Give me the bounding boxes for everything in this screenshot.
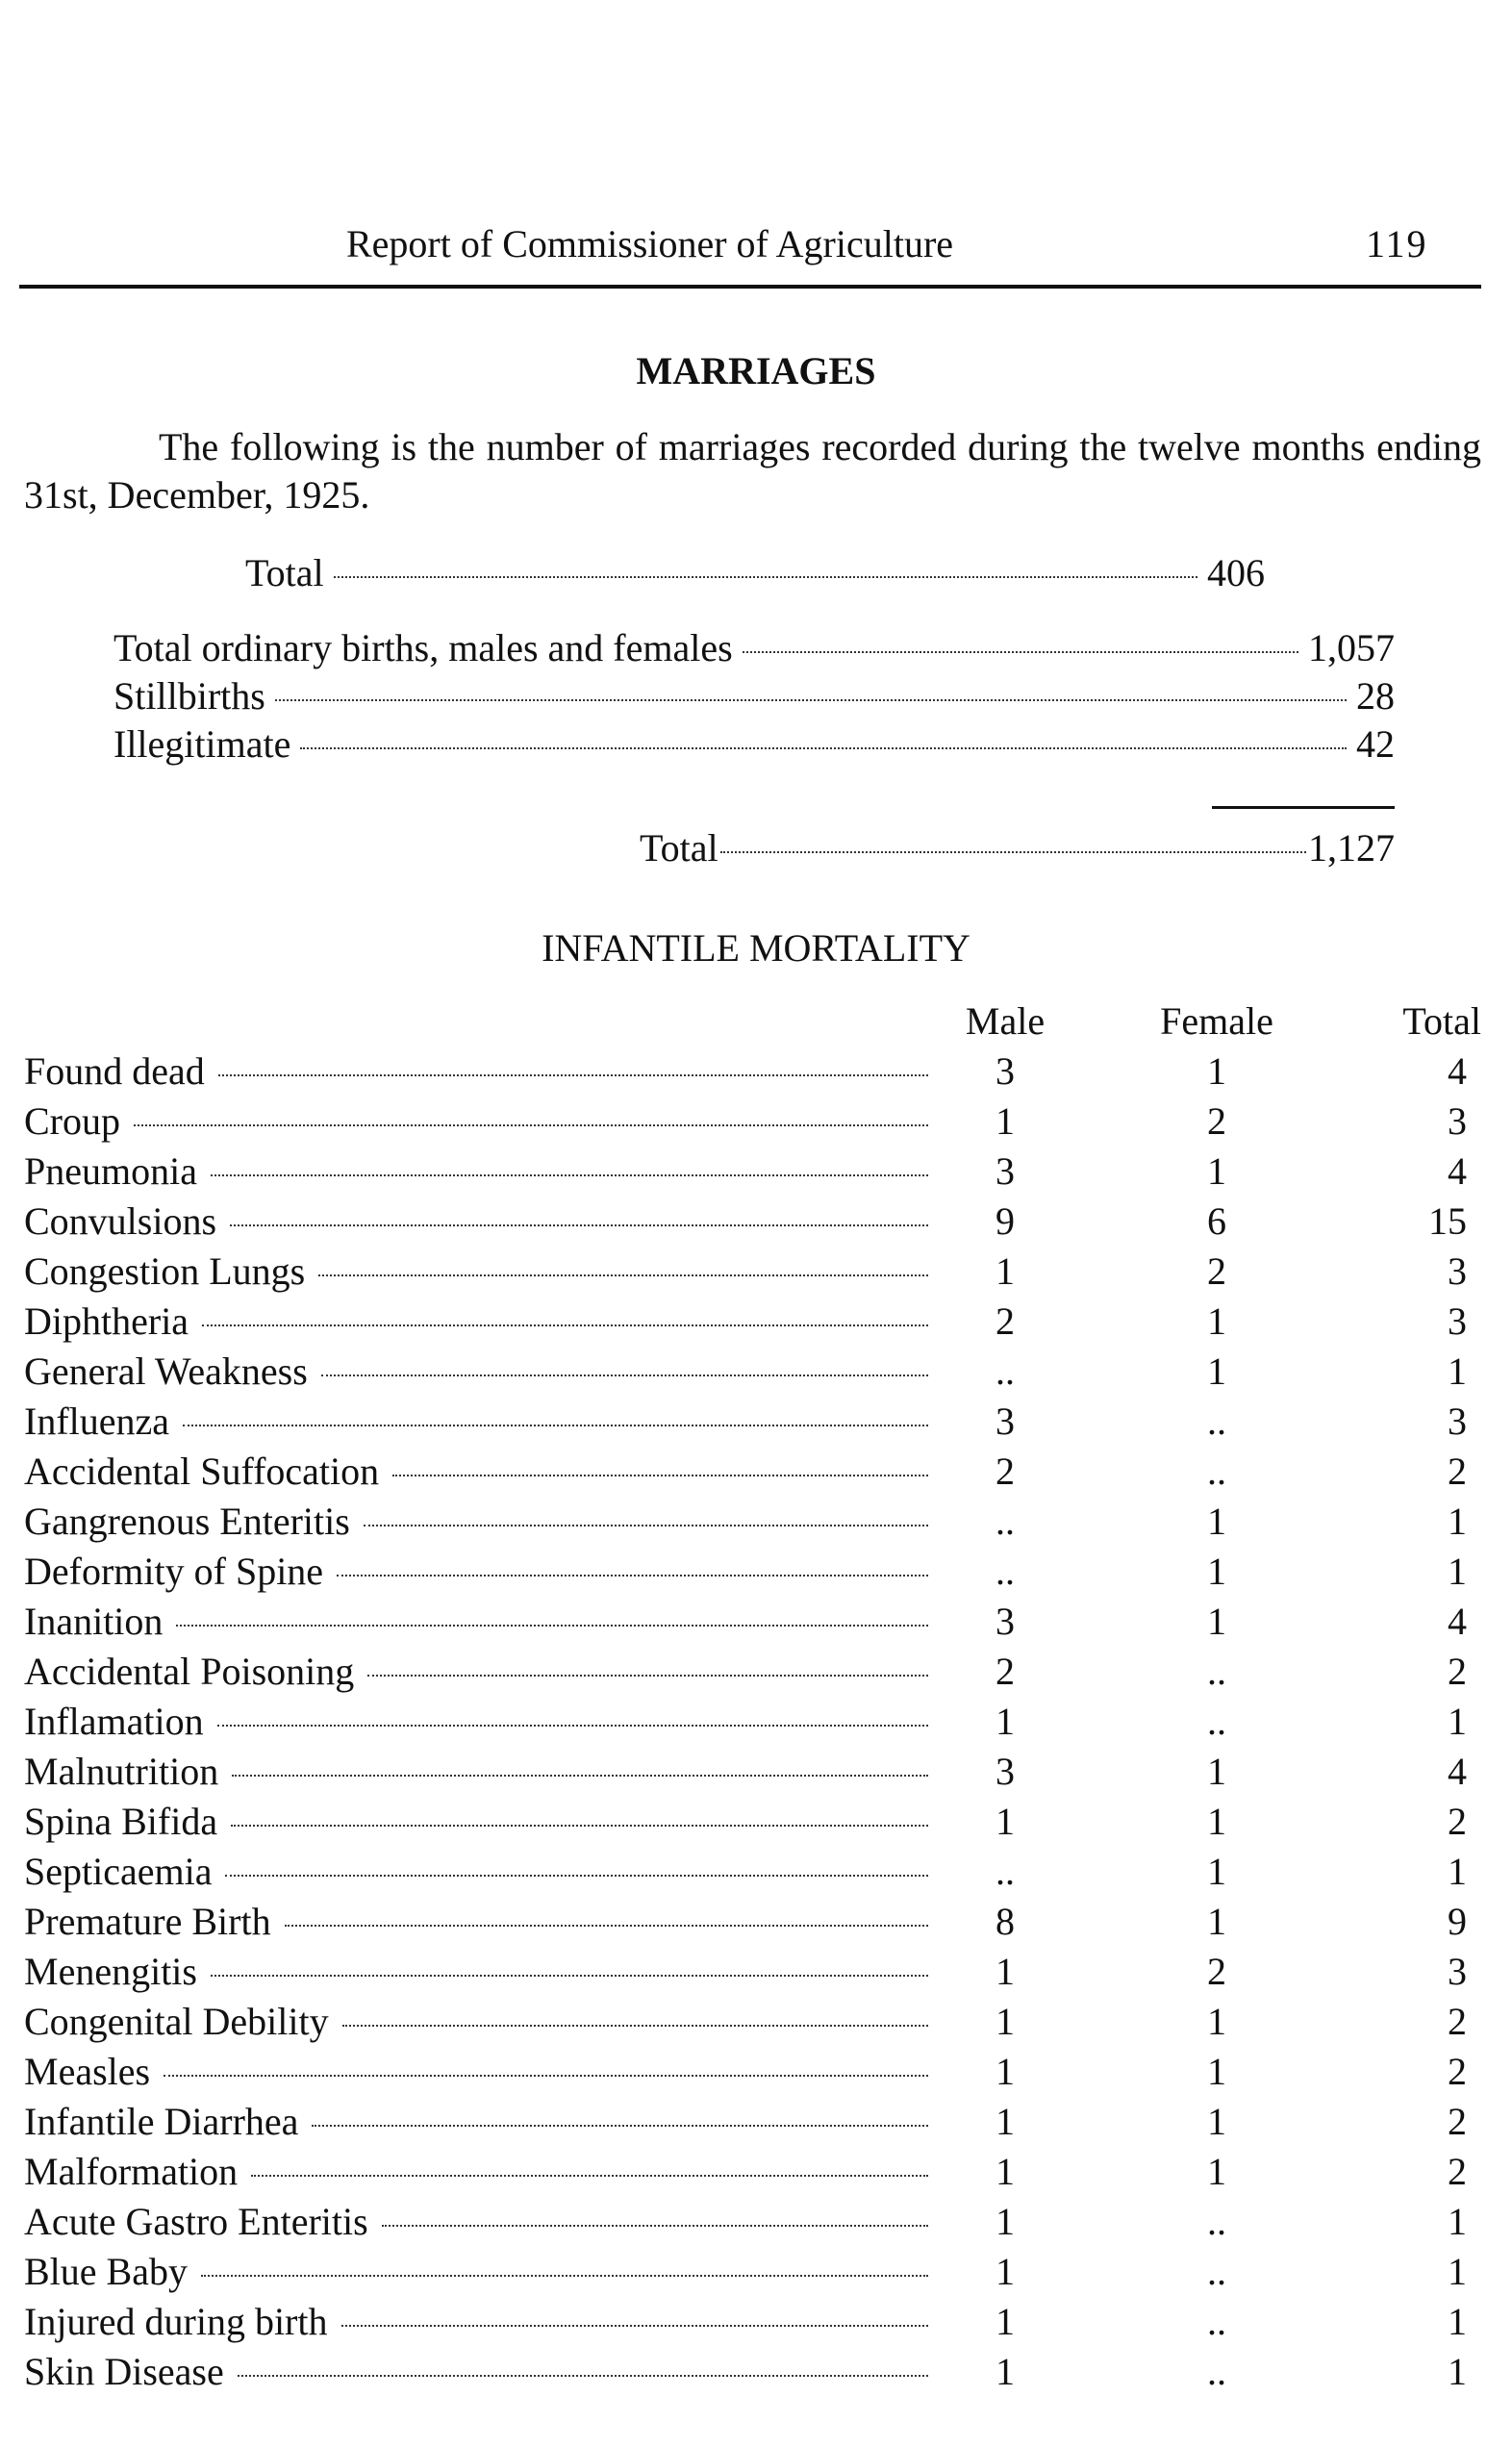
table-row [24, 1899, 1486, 1949]
leader-dots [275, 699, 1347, 701]
table-row [24, 1949, 1486, 1999]
female-count: 2 [1207, 1249, 1226, 1293]
leader-dots [231, 1825, 928, 1827]
table-row [24, 1249, 1486, 1299]
male-count: 1 [995, 2000, 1015, 2043]
leader-dots [251, 2175, 928, 2177]
total-count: 2 [1448, 2050, 1467, 2093]
leader-dots [211, 1174, 928, 1176]
male-count: 1 [995, 1800, 1015, 1843]
cause-cell [24, 1599, 928, 1644]
total-count: 1 [1448, 2350, 1467, 2393]
cause-label: Measles [24, 2050, 151, 2093]
column-header-female: Female [1160, 999, 1273, 1043]
total-count: 1 [1448, 2200, 1467, 2243]
cause-cell [24, 2099, 928, 2144]
table-row [24, 2149, 1486, 2199]
total-count: 2 [1448, 2150, 1467, 2193]
sum-rule [1212, 806, 1395, 809]
total-count: 1 [1448, 2250, 1467, 2293]
male-count: 2 [995, 1650, 1015, 1693]
total-count: 2 [1448, 1800, 1467, 1843]
total-count: 1 [1448, 2300, 1467, 2343]
leader-dots [382, 2225, 928, 2227]
births-row-label: Illegitimate [113, 722, 291, 766]
total-count: 4 [1448, 1750, 1467, 1793]
table-row [24, 1499, 1486, 1549]
cause-label: Accidental Poisoning [24, 1650, 355, 1693]
total-count: 2 [1448, 1450, 1467, 1493]
cause-cell [24, 1098, 928, 1144]
female-count: 1 [1207, 1149, 1226, 1193]
leader-dots [720, 851, 1306, 853]
running-header-title: Report of Commissioner of Agriculture [346, 222, 954, 265]
page-number: 119 [1366, 222, 1428, 265]
header-rule [19, 285, 1481, 289]
table-row [24, 1048, 1486, 1098]
male-count: 1 [995, 2300, 1015, 2343]
female-count: .. [1207, 1450, 1226, 1493]
table-row [24, 2199, 1486, 2249]
female-count: 1 [1207, 1850, 1226, 1893]
cause-cell [24, 1198, 928, 1244]
leader-dots [337, 1575, 928, 1577]
male-count: 1 [995, 2200, 1015, 2243]
total-count: 1 [1448, 1700, 1467, 1743]
cause-label: Blue Baby [24, 2250, 188, 2293]
marriages-intro: The following is the number of marriages recorded during the twelve months ending 31st, December, 1925. [24, 425, 1481, 517]
births-row-value: 1,057 [1308, 626, 1395, 669]
cause-label: Menengitis [24, 1950, 197, 1993]
cause-cell [24, 1048, 928, 1094]
cause-label: Congenital Debility [24, 2000, 329, 2043]
marriages-total-row [245, 550, 1265, 598]
cause-label: Septicaemia [24, 1850, 213, 1893]
male-count: 1 [995, 2250, 1015, 2293]
female-count: .. [1207, 1650, 1226, 1693]
leader-dots [318, 1274, 928, 1276]
leader-dots [392, 1475, 928, 1476]
cause-label: Influenza [24, 1400, 170, 1443]
cause-label: Found dead [24, 1049, 205, 1093]
female-count: 1 [1207, 2050, 1226, 2093]
leader-dots [183, 1425, 928, 1426]
births-total-row [640, 825, 1395, 873]
table-row [24, 2099, 1486, 2149]
female-count: 1 [1207, 1800, 1226, 1843]
table-row [24, 1649, 1486, 1699]
male-count: 2 [995, 1299, 1015, 1343]
male-count: 1 [995, 1700, 1015, 1743]
male-count: 1 [995, 2050, 1015, 2093]
cause-label: Inflamation [24, 1700, 204, 1743]
female-count: 1 [1207, 1299, 1226, 1343]
cause-label: Congestion Lungs [24, 1249, 306, 1293]
total-count: 9 [1448, 1900, 1467, 1943]
cause-label: Gangrenous Enteritis [24, 1500, 350, 1543]
male-count: 2 [995, 1450, 1015, 1493]
leader-dots [217, 1725, 928, 1727]
leader-dots [211, 1975, 928, 1977]
male-count: 8 [995, 1900, 1015, 1943]
male-count: 3 [995, 1600, 1015, 1643]
marriages-total-value: 406 [1207, 551, 1265, 594]
column-header-total: Total [1402, 999, 1481, 1043]
mortality-title: INFANTILE MORTALITY [542, 926, 970, 970]
cause-cell [24, 2249, 928, 2294]
female-count: 1 [1207, 1550, 1226, 1593]
female-count: .. [1207, 2250, 1226, 2293]
births-row-ordinary [113, 625, 1395, 673]
cause-cell [24, 2199, 928, 2244]
female-count: 1 [1207, 1049, 1226, 1093]
total-count: 2 [1448, 2100, 1467, 2143]
male-count: 1 [995, 1950, 1015, 1993]
cause-cell [24, 2299, 928, 2344]
female-count: 2 [1207, 1950, 1226, 1993]
marriages-total-label: Total [245, 551, 324, 594]
female-count: 1 [1207, 2000, 1226, 2043]
leader-dots [202, 1324, 928, 1326]
table-row [24, 1098, 1486, 1148]
cause-label: Inanition [24, 1600, 164, 1643]
female-count: 6 [1207, 1199, 1226, 1243]
births-row-value: 28 [1356, 674, 1395, 718]
female-count: 1 [1207, 1900, 1226, 1943]
total-count: 3 [1448, 1950, 1467, 1993]
cause-cell [24, 2049, 928, 2094]
cause-label: General Weakness [24, 1350, 308, 1393]
male-count: 1 [995, 2350, 1015, 2393]
cause-label: Deformity of Spine [24, 1550, 324, 1593]
cause-label: Acute Gastro Enteritis [24, 2200, 368, 2243]
female-count: 1 [1207, 2150, 1226, 2193]
leader-dots [364, 1525, 928, 1526]
births-total-label: Total [640, 826, 718, 870]
leader-dots [164, 2075, 928, 2077]
table-row [24, 1549, 1486, 1599]
female-count: 1 [1207, 1600, 1226, 1643]
cause-cell [24, 1148, 928, 1194]
male-count: .. [995, 1350, 1015, 1393]
leader-dots [300, 747, 1347, 749]
leader-dots [232, 1775, 928, 1777]
table-row [24, 1399, 1486, 1449]
table-row [24, 1299, 1486, 1349]
leader-dots [218, 1074, 928, 1076]
table-row [24, 2049, 1486, 2099]
male-count: 9 [995, 1199, 1015, 1243]
table-row [24, 1699, 1486, 1749]
total-count: 4 [1448, 1149, 1467, 1193]
leader-dots [743, 651, 1298, 653]
male-count: 3 [995, 1750, 1015, 1793]
leader-dots [312, 2125, 928, 2127]
female-count: 1 [1207, 1350, 1226, 1393]
cause-label: Injured during birth [24, 2300, 328, 2343]
cause-cell [24, 1499, 928, 1544]
female-count: .. [1207, 2200, 1226, 2243]
leader-dots [334, 576, 1197, 578]
cause-label: Infantile Diarrhea [24, 2100, 299, 2143]
cause-cell [24, 1549, 928, 1594]
column-header-male: Male [965, 999, 1046, 1043]
leader-dots [367, 1675, 928, 1677]
male-count: 1 [995, 1099, 1015, 1143]
cause-cell [24, 1249, 928, 1294]
cause-label: Convulsions [24, 1199, 217, 1243]
table-row [24, 2299, 1486, 2349]
total-count: 2 [1448, 1650, 1467, 1693]
cause-label: Croup [24, 1099, 120, 1143]
male-count: 1 [995, 2150, 1015, 2193]
table-row [24, 1198, 1486, 1249]
total-count: 1 [1448, 1500, 1467, 1543]
cause-cell [24, 1449, 928, 1494]
male-count: .. [995, 1500, 1015, 1543]
births-row-label: Stillbirths [113, 674, 265, 718]
cause-cell [24, 1949, 928, 1994]
cause-label: Diphtheria [24, 1299, 189, 1343]
female-count: .. [1207, 1400, 1226, 1443]
cause-label: Malnutrition [24, 1750, 219, 1793]
female-count: 1 [1207, 1500, 1226, 1543]
male-count: 3 [995, 1049, 1015, 1093]
female-count: 1 [1207, 1750, 1226, 1793]
cause-label: Pneumonia [24, 1149, 197, 1193]
table-row [24, 1148, 1486, 1198]
leader-dots [285, 1925, 928, 1927]
leader-dots [321, 1375, 928, 1376]
births-row-label: Total ordinary births, males and females [113, 626, 733, 669]
births-row-value: 42 [1356, 722, 1395, 766]
female-count: 1 [1207, 2100, 1226, 2143]
female-count: .. [1207, 2350, 1226, 2393]
cause-cell [24, 1399, 928, 1444]
births-row-illegitimate [113, 721, 1395, 769]
leader-dots [134, 1124, 928, 1126]
leader-dots [201, 2275, 928, 2277]
cause-cell [24, 1349, 928, 1394]
female-count: 2 [1207, 1099, 1226, 1143]
total-count: 4 [1448, 1600, 1467, 1643]
total-count: 4 [1448, 1049, 1467, 1093]
table-row [24, 2249, 1486, 2299]
total-count: 2 [1448, 2000, 1467, 2043]
male-count: 3 [995, 1400, 1015, 1443]
leader-dots [341, 2325, 929, 2327]
cause-label: Spina Bifida [24, 1800, 218, 1843]
table-row [24, 1349, 1486, 1399]
leader-dots [225, 1875, 928, 1877]
cause-label: Malformation [24, 2150, 239, 2193]
male-count: .. [995, 1850, 1015, 1893]
cause-cell [24, 1299, 928, 1344]
table-row [24, 2349, 1486, 2399]
leader-dots [230, 1224, 928, 1226]
total-count: 3 [1448, 1099, 1467, 1143]
total-count: 3 [1448, 1249, 1467, 1293]
female-count: .. [1207, 2300, 1226, 2343]
cause-label: Accidental Suffocation [24, 1450, 380, 1493]
total-count: 1 [1448, 1550, 1467, 1593]
cause-cell [24, 1999, 928, 2044]
female-count: .. [1207, 1700, 1226, 1743]
births-row-stillbirths [113, 673, 1395, 721]
table-row [24, 1449, 1486, 1499]
cause-label: Premature Birth [24, 1900, 271, 1943]
male-count: 3 [995, 1149, 1015, 1193]
cause-cell [24, 1799, 928, 1844]
cause-cell [24, 2349, 928, 2394]
leader-dots [342, 2025, 928, 2027]
cause-cell [24, 1649, 928, 1694]
cause-cell [24, 1749, 928, 1794]
marriages-title: MARRIAGES [636, 349, 876, 392]
cause-cell [24, 1899, 928, 1944]
cause-cell [24, 1699, 928, 1744]
total-count: 3 [1448, 1400, 1467, 1443]
cause-cell [24, 1849, 928, 1894]
cause-label: Skin Disease [24, 2350, 224, 2393]
total-count: 15 [1428, 1199, 1467, 1243]
male-count: 1 [995, 1249, 1015, 1293]
total-count: 1 [1448, 1850, 1467, 1893]
table-row [24, 1749, 1486, 1799]
table-row [24, 1799, 1486, 1849]
total-count: 1 [1448, 1350, 1467, 1393]
male-count: .. [995, 1550, 1015, 1593]
total-count: 3 [1448, 1299, 1467, 1343]
male-count: 1 [995, 2100, 1015, 2143]
births-total-value: 1,127 [1308, 826, 1395, 870]
cause-cell [24, 2149, 928, 2194]
leader-dots [238, 2375, 928, 2377]
leader-dots [176, 1625, 928, 1627]
table-row [24, 1999, 1486, 2049]
table-row [24, 1849, 1486, 1899]
table-row [24, 1599, 1486, 1649]
